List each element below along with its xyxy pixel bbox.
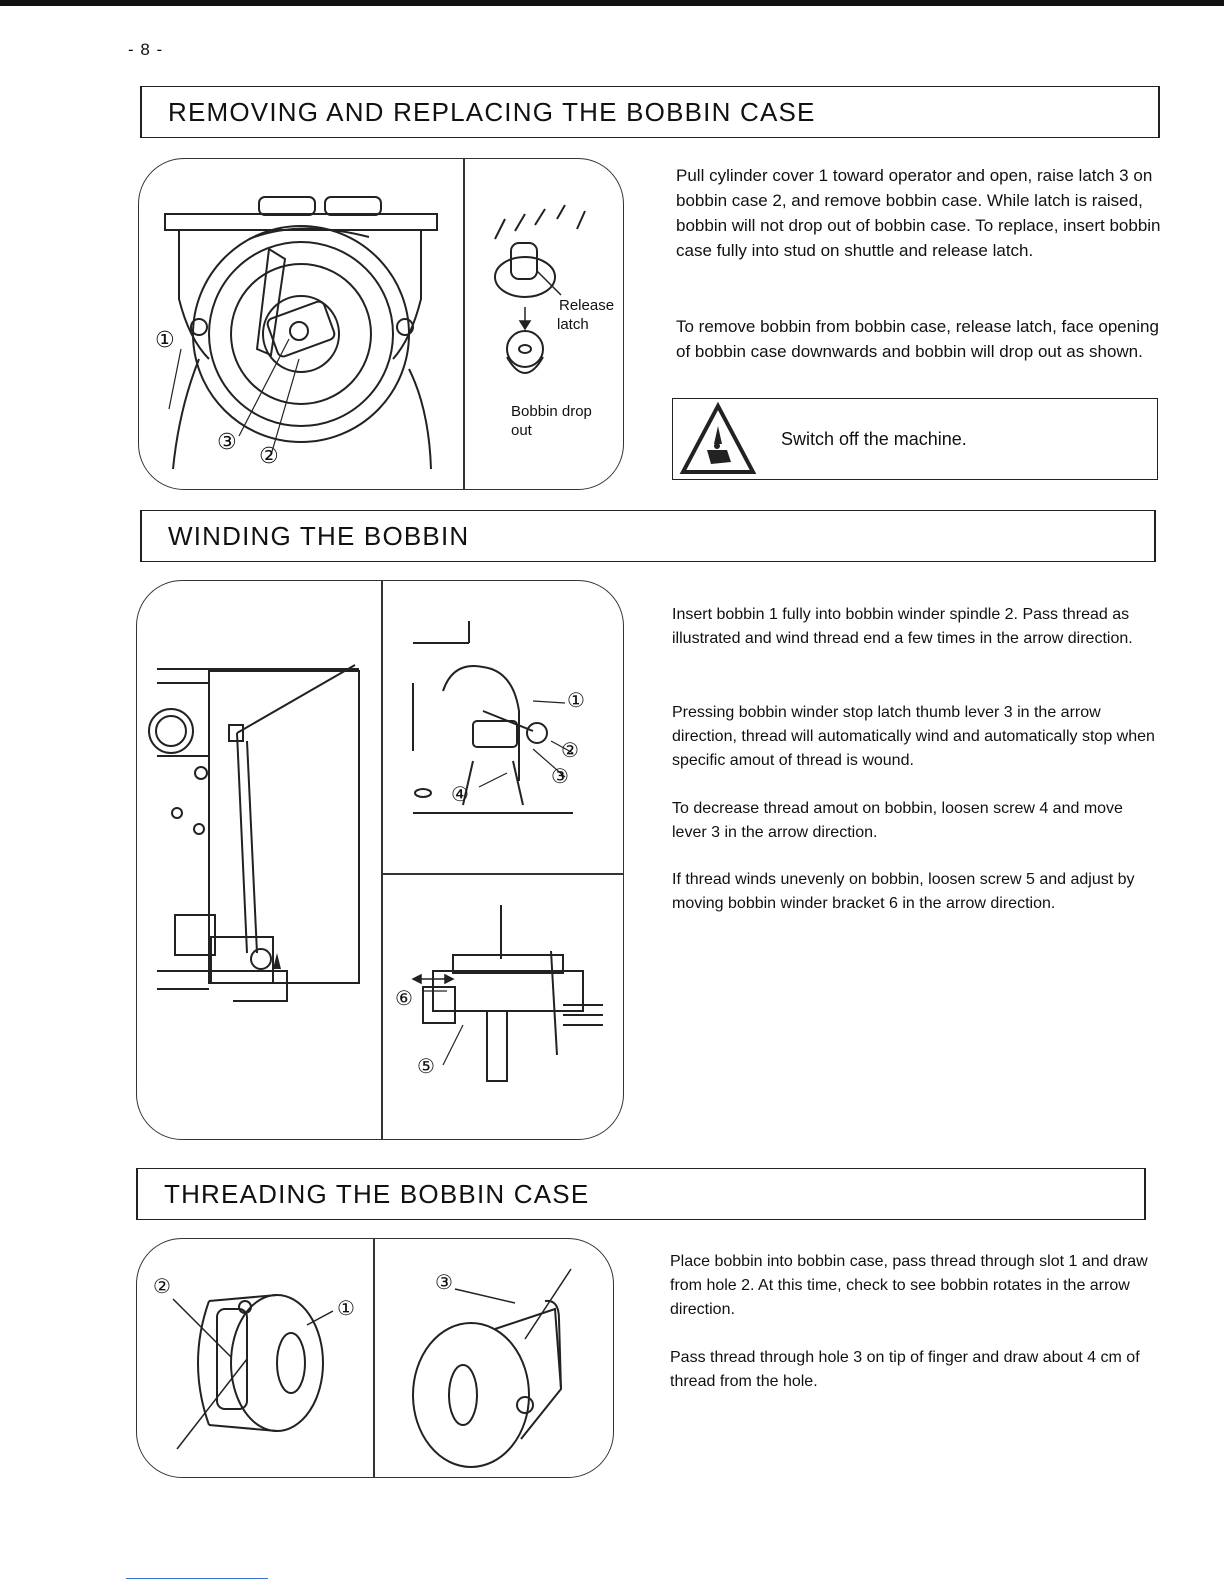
winding-paragraph-4: If thread winds unevenly on bobbin, loosen screw 5 and adjust by moving bobbin winder bracket 6 in the arrow direction. [672, 871, 1135, 912]
callout-1: ① [567, 688, 585, 712]
bobbin-winder-bracket-illustration [383, 875, 624, 1140]
figure-winding-bobbin [136, 580, 624, 1140]
bobbin-case-slot-illustration [137, 1239, 373, 1478]
removing-paragraph-1: Pull cylinder cover 1 toward operator and open, raise latch 3 on bobbin case 2, and remove bobbin case. While latch is raised, bobbin will not drop out of bobbin case. To replace, insert bobbin case fully into stud on shuttle and release latch. [676, 166, 1161, 260]
callout-2: ② [259, 444, 279, 469]
winding-paragraph-2: Pressing bobbin winder stop latch thumb lever 3 in the arrow direction, thread will automatically wind and automatically stop when specific amout of thread is wound. [672, 704, 1155, 769]
section-header-threading [136, 1168, 1146, 1220]
callout-6: ⑥ [395, 986, 413, 1010]
threading-paragraph-1: Place bobbin into bobbin case, pass thread through slot 1 and draw from hole 2. At this time, check to see bobbin rotates in the arrow direction. [670, 1253, 1148, 1318]
label-bobbin-drop: Bobbin drop [511, 403, 592, 420]
warning-box [672, 398, 1158, 480]
section-header-winding [140, 510, 1156, 562]
label-release: Release [559, 297, 615, 314]
callout-2: ② [561, 738, 579, 762]
callout-5: ⑤ [417, 1054, 435, 1078]
threading-paragraph-2: Pass thread through hole 3 on tip of finger and draw about 4 cm of thread from the hole. [670, 1349, 1140, 1390]
figure-removing-bobbin-case [138, 158, 624, 490]
removing-paragraph-2: To remove bobbin from bobbin case, release latch, face opening of bobbin case downwards and bobbin will drop out as shown. [676, 317, 1159, 361]
shuttle-hook-illustration [139, 159, 463, 490]
callout-2: ② [153, 1274, 171, 1298]
winding-paragraph-3: To decrease thread amout on bobbin, loosen screw 4 and move lever 3 in the arrow direction. [672, 800, 1123, 841]
label-latch: latch [557, 316, 589, 333]
footer-rule [126, 1578, 268, 1579]
warning-text: Switch off the machine. [781, 428, 967, 449]
page-number: - 8 - [128, 40, 164, 59]
section-header-removing [140, 86, 1160, 138]
warning-icon [677, 400, 759, 478]
bobbin-case-release-illustration [465, 159, 624, 490]
callout-4: ④ [451, 782, 469, 806]
figure-threading-bobbin-case [136, 1238, 614, 1478]
machine-head-illustration [137, 581, 381, 1140]
bobbin-case-finger-illustration [375, 1239, 614, 1478]
callout-3: ③ [217, 430, 237, 455]
callout-1: ① [155, 328, 175, 353]
callout-3: ③ [551, 764, 569, 788]
top-edge-bar [0, 0, 1224, 6]
winding-paragraph-1: Insert bobbin 1 fully into bobbin winder spindle 2. Pass thread as illustrated and wind thread end a few times in the arrow direction. [672, 606, 1133, 647]
section-title-winding: WINDING THE BOBBIN [168, 520, 470, 551]
callout-1: ① [337, 1296, 355, 1320]
bobbin-winder-illustration [383, 581, 624, 873]
section-title-removing: REMOVING AND REPLACING THE BOBBIN CASE [168, 96, 816, 127]
label-out: out [511, 422, 532, 439]
callout-3: ③ [435, 1270, 453, 1294]
section-title-threading: THREADING THE BOBBIN CASE [164, 1178, 590, 1209]
